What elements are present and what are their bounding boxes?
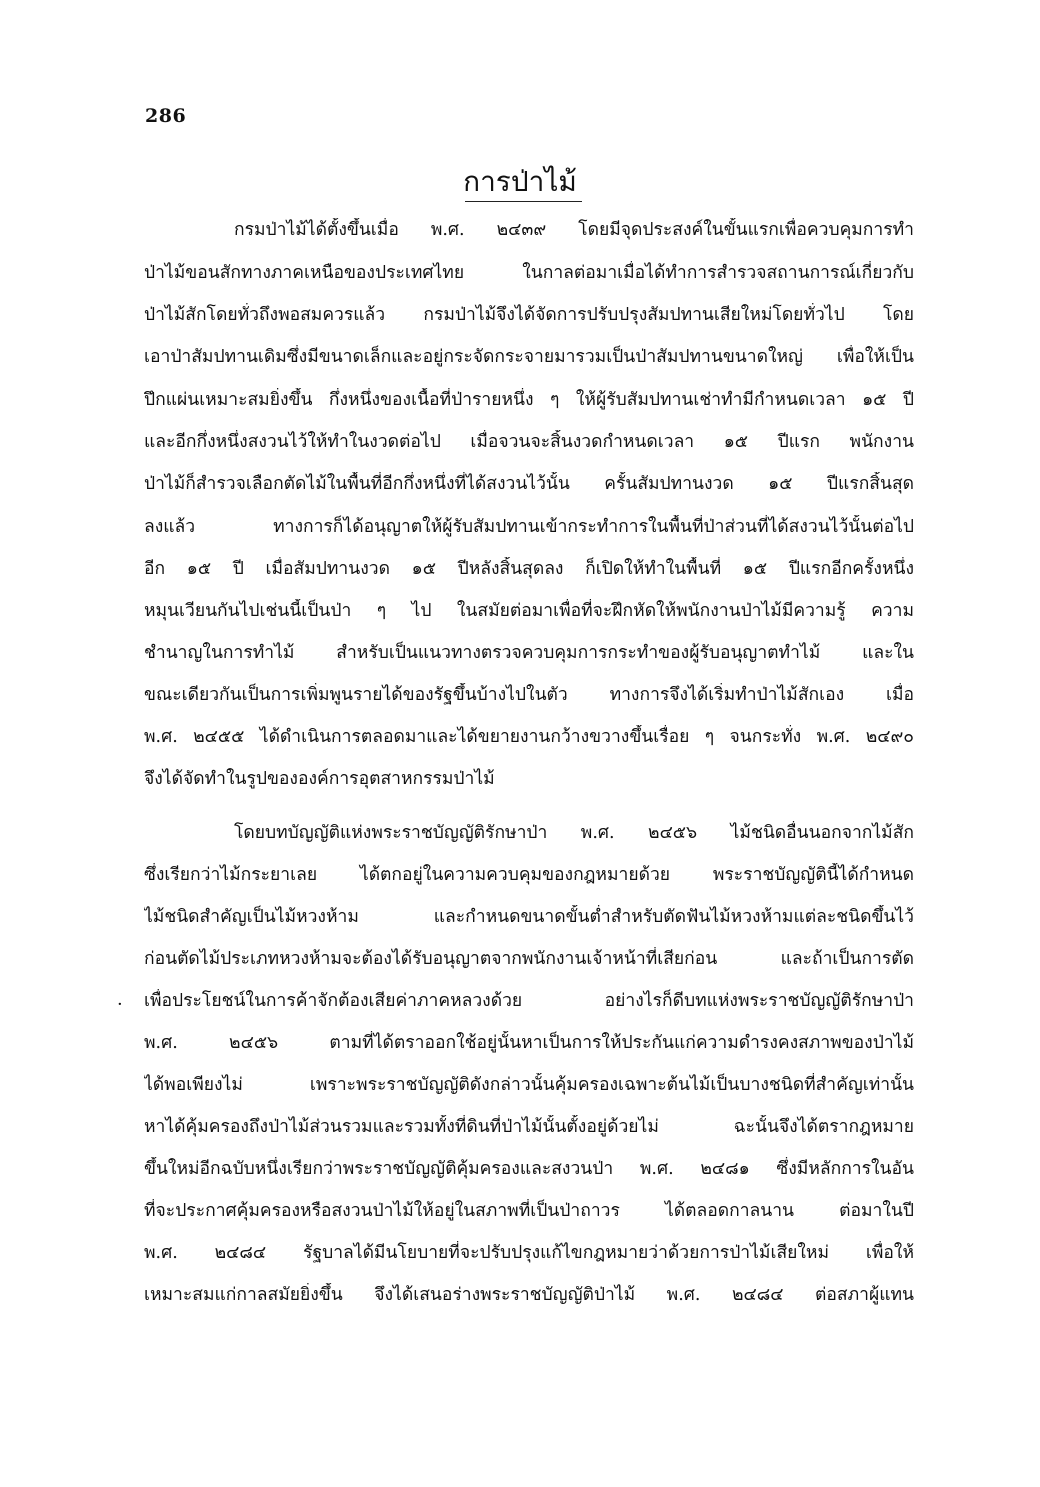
page-number: 286 — [145, 105, 187, 127]
title-underline — [465, 201, 582, 202]
paragraph-2-line: พ.ศ. ๒๔๕๖ ตามที่ได้ตราออกใช้อยู่นั้นหาเป็นการให้ประกันแก่ความดำรงคงสภาพของป่าไม้ — [144, 1033, 914, 1053]
paragraph-2-line: เพื่อประโยชน์ในการค้าจักต้องเสียค่าภาคหลวงด้วย อย่างไรก็ดีบทแห่งพระราชบัญญัติรักษาป่า — [144, 991, 914, 1011]
paragraph-2-line: ที่จะประกาศคุ้มครองหรือสงวนป่าไม้ให้อยู่ในสภาพที่เป็นป่าถาวร ได้ตลอดกาลนาน ต่อมาในปี — [144, 1201, 914, 1221]
paragraph-1-line: หมุนเวียนกันไปเช่นนี้เป็นป่า ๆ ไป ในสมัยต่อมาเพื่อที่จะฝึกหัดให้พนักงานป่าไม้มีความรู้ ความ — [144, 601, 914, 621]
paragraph-2-line: ก่อนตัดไม้ประเภทหวงห้ามจะต้องได้รับอนุญาตจากพนักงานเจ้าหน้าที่เสียก่อน และถ้าเป็นการตัด — [144, 949, 914, 969]
paragraph-1-line: พ.ศ. ๒๔๕๕ ได้ดำเนินการตลอดมาและได้ขยายงานกว้างขวางขึ้นเรื่อย ๆ จนกระทั่ง พ.ศ. ๒๔๙๐ — [144, 727, 914, 747]
paragraph-2-line: ไม้ชนิดสำคัญเป็นไม้หวงห้าม และกำหนดขนาดขั้นต่ำสำหรับตัดฟันไม้หวงห้ามแต่ละชนิดขึ้นไว้ — [144, 907, 914, 927]
paragraph-1-line: ปึกแผ่นเหมาะสมยิ่งขึ้น กึ่งหนึ่งของเนื้อที่ป่ารายหนึ่ง ๆ ให้ผู้รับสัมปทานเช่าทำมีกำหนดเวลา ๑๕ ปี — [144, 390, 914, 410]
paragraph-1-line: และอีกกึ่งหนึ่งสงวนไว้ให้ทำในงวดต่อไป เมื่อจวนจะสิ้นงวดกำหนดเวลา ๑๕ ปีแรก พนักงาน — [144, 432, 914, 452]
page-title: การป่าไม้ — [463, 165, 577, 198]
paragraph-2-line: พ.ศ. ๒๔๘๔ รัฐบาลได้มีนโยบายที่จะปรับปรุงแก้ไขกฎหมายว่าด้วยการป่าไม้เสียใหม่ เพื่อให้ — [144, 1243, 914, 1263]
paragraph-1-line: จึงได้จัดทำในรูปขององค์การอุตสาหกรรมป่าไม้ — [144, 769, 495, 789]
paragraph-2-line: หาได้คุ้มครองถึงป่าไม้ส่วนรวมและรวมทั้งที่ดินที่ป่าไม้นั้นตั้งอยู่ด้วยไม่ ฉะนั้นจึงได้ตรากฎหมาย — [144, 1117, 914, 1137]
paragraph-2-line: เหมาะสมแก่กาลสมัยยิ่งขึ้น จึงได้เสนอร่างพระราชบัญญัติป่าไม้ พ.ศ. ๒๔๘๔ ต่อสภาผู้แทน — [144, 1285, 914, 1305]
paragraph-1-line: ลงแล้ว ทางการก็ได้อนุญาตให้ผู้รับสัมปทานเข้ากระทำการในพื้นที่ป่าส่วนที่ได้สงวนไว้นั้นต่อไป — [144, 517, 914, 537]
margin-mark: · — [117, 994, 123, 1015]
paragraph-1-line: ขณะเดียวกันเป็นการเพิ่มพูนรายได้ของรัฐขึ้นบ้างไปในตัว ทางการจึงได้เริ่มทำป่าไม้สักเอง เมื่อ — [144, 685, 914, 705]
paragraph-2-line: ได้พอเพียงไม่ เพราะพระราชบัญญัติดังกล่าวนั้นคุ้มครองเฉพาะต้นไม้เป็นบางชนิดที่สำคัญเท่านั้น — [144, 1075, 914, 1095]
paragraph-1-line: อีก ๑๕ ปี เมื่อสัมปทานงวด ๑๕ ปีหลังสิ้นสุดลง ก็เปิดให้ทำในพื้นที่ ๑๕ ปีแรกอีกครั้งหนึ่ง — [144, 559, 914, 579]
paragraph-1-line: ป่าไม้ก็สำรวจเลือกตัดไม้ในพื้นที่อีกกึ่งหนึ่งที่ได้สงวนไว้นั้น ครั้นสัมปทานงวด ๑๕ ปีแรกสิ้นสุด — [144, 474, 914, 494]
paragraph-1-line: กรมป่าไม้ได้ตั้งขึ้นเมื่อ พ.ศ. ๒๔๓๙ โดยมีจุดประสงค์ในขั้นแรกเพื่อควบคุมการทำ — [234, 220, 914, 240]
paragraph-1-line: ป่าไม้ขอนสักทางภาคเหนือของประเทศไทย ในกาลต่อมาเมื่อได้ทำการสำรวจสถานการณ์เกี่ยวกับ — [144, 263, 914, 283]
paragraph-2-line: โดยบทบัญญัติแห่งพระราชบัญญัติรักษาป่า พ.ศ. ๒๔๕๖ ไม้ชนิดอื่นนอกจากไม้สัก — [234, 823, 914, 843]
paragraph-2-line: ซึ่งเรียกว่าไม้กระยาเลย ได้ตกอยู่ในความควบคุมของกฎหมายด้วย พระราชบัญญัตินี้ได้กำหนด — [144, 865, 914, 885]
paragraph-2-line: ขึ้นใหม่อีกฉบับหนึ่งเรียกว่าพระราชบัญญัติคุ้มครองและสงวนป่า พ.ศ. ๒๔๘๑ ซึ่งมีหลักการในอัน — [144, 1159, 914, 1179]
paragraph-1-line: ป่าไม้สักโดยทั่วถึงพอสมควรแล้ว กรมป่าไม้จึงได้จัดการปรับปรุงสัมปทานเสียใหม่โดยทั่วไป โดย — [144, 305, 914, 325]
paragraph-1-line: เอาป่าสัมปทานเดิมซึ่งมีขนาดเล็กและอยู่กระจัดกระจายมารวมเป็นป่าสัมปทานขนาดใหญ่ เพื่อให้เป็น — [144, 347, 914, 367]
paragraph-1-line: ชำนาญในการทำไม้ สำหรับเป็นแนวทางตรวจควบคุมการกระทำของผู้รับอนุญาตทำไม้ และใน — [144, 643, 914, 663]
